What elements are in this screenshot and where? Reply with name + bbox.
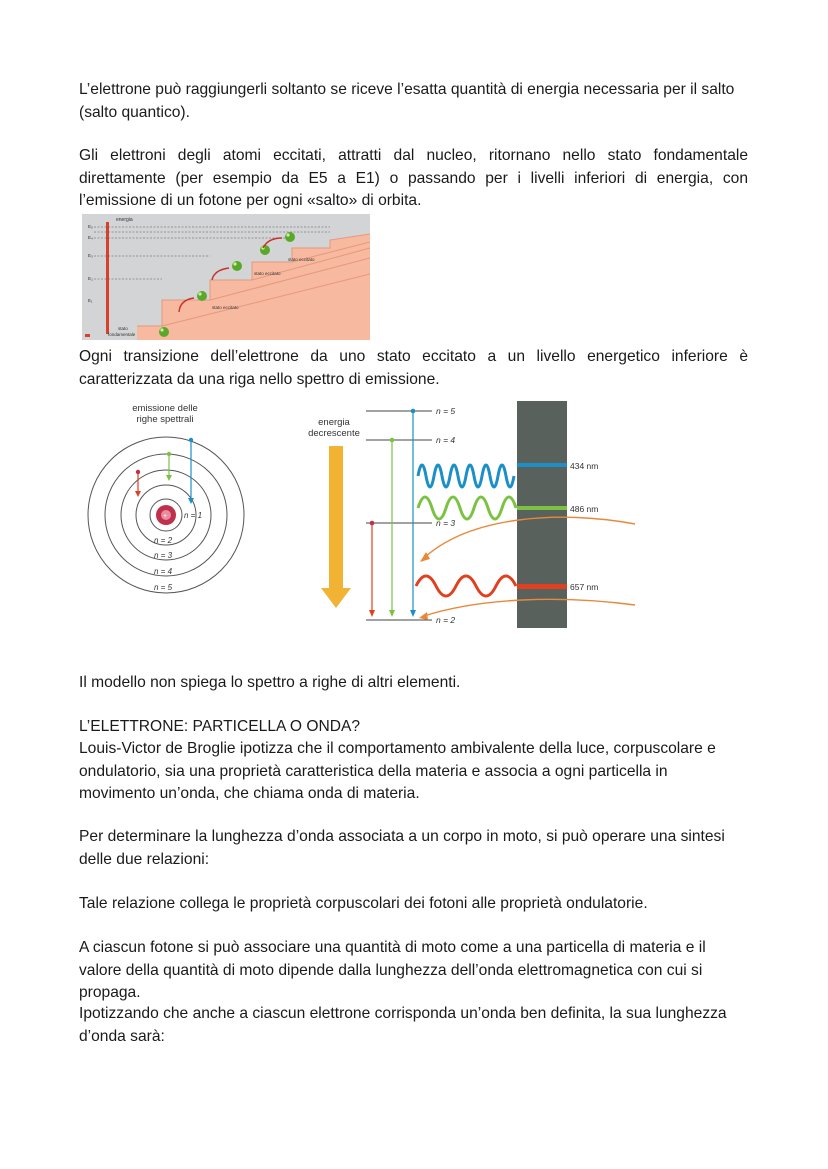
paragraph-photon-momentum: A ciascun fotone si può associare una quantità di moto come a una particella di materia e il valore della quantità di moto dipende dalla lunghezza dell’onda elettromagnetica con cui si propaga. <box>79 939 706 1001</box>
excited-label-3: stato eccitato <box>212 305 239 310</box>
level-n2: n = 2 <box>436 615 456 625</box>
paragraph-relation: Tale relazione collega le proprietà corpuscolari dei fotoni alle proprietà ondulatorie. <box>79 895 648 912</box>
level-e2: E₂ <box>88 276 93 281</box>
energy-decreasing-label-2: decrescente <box>308 428 360 439</box>
level-e1: E₁ <box>88 298 93 303</box>
energy-decreasing-label-1: energia <box>318 417 350 428</box>
level-e4: E₄ <box>88 235 93 240</box>
energy-stairs-figure <box>82 214 370 340</box>
atom-title-1: emissione delle <box>132 403 198 414</box>
orbit-label-n5: n = 5 <box>154 583 173 592</box>
atom-orbits-figure <box>82 398 257 618</box>
orbit-label-n1: n = 1 <box>184 511 203 520</box>
paragraph-excited-electrons: Gli elettroni degli atomi eccitati, attratti dal nucleo, ritornano nello stato fondamentale direttamente (per esempio da E5 a E1) o passando per i livelli inferiori di energia, con l’emissione di un fotone per ogni «salto» di orbita. <box>79 147 748 209</box>
paragraph-de-broglie: Louis-Victor de Broglie ipotizza che il comportamento ambivalente della luce, corpuscolare e ondulatorio, sia una proprietà caratteristica della materia e associa a ogni particella in movimento un’onda, che chiama onda di materia. <box>79 740 716 802</box>
line-486nm-label: 486 nm <box>570 504 599 514</box>
nucleus-plus-icon: + <box>163 513 168 520</box>
orbit-label-n4: n = 4 <box>154 567 173 576</box>
paragraph-model-limit: Il modello non spiega lo spettro a righe di altri elementi. <box>79 674 461 691</box>
excited-label-2: stato eccitato <box>254 271 281 276</box>
orbit-label-n3: n = 3 <box>154 551 173 560</box>
level-n5: n = 5 <box>436 406 456 416</box>
paragraph-wavelength: Per determinare la lunghezza d’onda associata a un corpo in moto, si può operare una sintesi delle due relazioni: <box>79 828 725 868</box>
spectrum-bar <box>517 401 567 628</box>
atom-title-2: righe spettrali <box>136 414 194 425</box>
level-e5: E₅ <box>88 224 93 229</box>
line-434nm-label: 434 nm <box>570 461 599 471</box>
paragraph-electron-wave: Ipotizzando che anche a ciascun elettrone corrisponda un’onda ben definita, la sua lunghezza d’onda sarà: <box>79 1005 727 1045</box>
energy-label: energia <box>116 217 133 223</box>
level-e3: E₃ <box>88 253 93 258</box>
paragraph-transition: Ogni transizione dell’elettrone da uno stato eccitato a un livello energetico inferiore è caratterizzata da una riga nello spettro di emissione. <box>79 348 748 388</box>
level-n3: n = 3 <box>436 518 456 528</box>
ground-label-2: fondamentale <box>108 332 136 337</box>
orbit-label-n2: n = 2 <box>154 536 173 545</box>
section-heading: L’ELETTRONE: PARTICELLA O ONDA? <box>79 718 361 735</box>
line-657nm-label: 657 nm <box>570 582 599 592</box>
paragraph-quantum-jump: L’elettrone può raggiungerli soltanto se riceve l’esatta quantità di energia necessaria per il salto (salto quantico). <box>79 81 735 121</box>
level-n4: n = 4 <box>436 435 456 445</box>
emission-spectrum-figure <box>300 398 640 630</box>
excited-label-1: stato eccitato <box>288 257 315 262</box>
ground-label-1: stato <box>118 326 128 331</box>
